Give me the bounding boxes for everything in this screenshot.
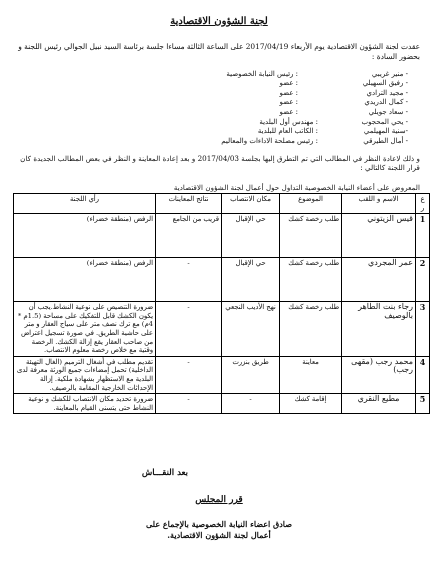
member-role: : رئيس النيابة الخصوصية bbox=[226, 70, 298, 78]
staff-role: : الكاتب العام للبلدية bbox=[257, 127, 318, 136]
staff-row bbox=[108, 137, 408, 146]
row-subject: إقامة كشك bbox=[280, 394, 342, 414]
header-results: نتائج المعاينات bbox=[156, 194, 222, 214]
staff-row bbox=[108, 118, 408, 127]
row-name: عمر المجردي bbox=[342, 258, 416, 302]
staff-name: - يحي المحجوب bbox=[361, 118, 408, 126]
row-place: - bbox=[222, 394, 280, 414]
row-results: - bbox=[156, 394, 222, 414]
header-name: الاسم و اللقب bbox=[342, 194, 416, 214]
table-row bbox=[14, 214, 430, 258]
member-role: : عضو bbox=[279, 88, 298, 97]
decision-line: أعمال لجنة الشؤون الاقتصادية. bbox=[167, 530, 271, 540]
staff-name: - أمال الطيرقي bbox=[363, 136, 408, 145]
document-title: لجنة الشؤون الاقتصادية bbox=[170, 16, 268, 27]
decision-line: صادق اعضاء النيابة الخصوصية بالإجماع على bbox=[146, 519, 292, 529]
member-row bbox=[158, 98, 408, 107]
row-subject: معاينة bbox=[280, 356, 342, 393]
table-row bbox=[14, 394, 430, 414]
member-role: : عضو bbox=[279, 79, 298, 88]
row-opinion: ضرورة التنصيص على نوعية النشاط.يجب أن يكون الكشك قابل للتفكيك على مساحة (1.5م * 4م) مع ترك نصف متر على سياج العقار و متر على حاشية الطريق. في صورة تسجيل اعتراض من صاحب العقار يقع إزالة الكشك. الرخصة وقتية مع خلاص رخصة معلوم الانتصاب. bbox=[14, 302, 156, 357]
row-name: رجاء بنت الطاهر بالوصيف bbox=[342, 302, 416, 357]
row-place: طريق بنزرت bbox=[222, 356, 280, 393]
header-number: ع ر bbox=[416, 194, 430, 214]
row-place: حي الإقبال bbox=[222, 258, 280, 302]
member-row bbox=[158, 70, 408, 79]
member-row bbox=[158, 108, 408, 117]
member-name: - سعاد جويلي bbox=[368, 107, 408, 116]
row-number: 2 bbox=[416, 258, 430, 302]
row-results: - bbox=[156, 356, 222, 393]
member-role: : عضو bbox=[279, 98, 298, 107]
row-place: نهج الأديب النجعي bbox=[222, 302, 280, 357]
member-row bbox=[158, 89, 408, 98]
staff-role: : رئيس مصلحة الاداءات والمعاليم bbox=[221, 136, 318, 145]
staff-list bbox=[108, 118, 408, 146]
row-name: مطيع النقري bbox=[342, 394, 416, 414]
member-name: - مجيد الترادي bbox=[366, 88, 408, 97]
table-row bbox=[14, 356, 430, 393]
staff-row bbox=[108, 127, 408, 136]
member-name: - منير غريبي bbox=[371, 70, 408, 78]
member-name: - كمال الدريدي bbox=[364, 98, 408, 107]
council-decision bbox=[0, 519, 438, 541]
staff-role: : مهندس أول البلدية bbox=[259, 118, 318, 126]
member-name: - رفيق السهيلي bbox=[362, 79, 408, 88]
member-role: : عضو bbox=[279, 107, 298, 116]
row-results: - bbox=[156, 302, 222, 357]
row-subject: طلب رخصة كشك bbox=[280, 302, 342, 357]
member-row bbox=[158, 79, 408, 88]
row-number: 4 bbox=[416, 356, 430, 393]
intro-paragraph: عقدت لجنة الشؤون الاقتصادية يوم الأربعاء 2017/04/19 على الساعة الثالثة مساءا جلسة برئاسة السيد نبيل الجوالي رئيس اللجنة و بحضور السادة : bbox=[18, 42, 420, 61]
row-number: 5 bbox=[416, 394, 430, 414]
row-opinion: ضرورة تحديد مكان الانتصاب للكشك و نوعية النشاط حتى يتسنى القيام بالمعاينة. bbox=[14, 394, 156, 414]
row-results: - bbox=[156, 258, 222, 302]
members-list bbox=[158, 70, 408, 117]
table-header-row bbox=[14, 194, 430, 214]
table-row bbox=[14, 302, 430, 357]
row-opinion: الرفض (منطقة خضراء) bbox=[14, 258, 156, 302]
row-name: محمد رجب (مقهى رجب) bbox=[342, 356, 416, 393]
note-paragraph: و ذلك لاعادة النظر في المطالب التي تم التطرق إليها بجلسة 2017/04/03 و بعد إعادة المعاينة و النظر في بعض المطالب الجديدة كان قرار اللجنة كالتالي : bbox=[20, 154, 420, 173]
row-subject: طلب رخصة كشك bbox=[280, 258, 342, 302]
header-place: مكان الانتصاب bbox=[222, 194, 280, 214]
requests-table bbox=[13, 193, 430, 414]
row-name: قيس الزيتوني bbox=[342, 214, 416, 258]
council-heading: قرر المجلس bbox=[195, 495, 243, 505]
row-results: قريب من الجامع bbox=[156, 214, 222, 258]
row-opinion: الرفض (منطقة خضراء) bbox=[14, 214, 156, 258]
table-intro: المعروض على أعضاء النيابة الخصوصية التداول حول أعمال لجنة الشؤون الاقتصادية bbox=[173, 183, 420, 192]
row-number: 3 bbox=[416, 302, 430, 357]
table-row bbox=[14, 258, 430, 302]
row-opinion: تقديم مطلب في أشغال الترميم (الغال التهيئة الداخلية) تحمل إمضاءات جميع الورثة معرفة لدى البلدية مع الاستظهار بشهادة ملكية. إزالة الإحداثات الخارجية المقامة بالرصيف. bbox=[14, 356, 156, 393]
header-subject: الموضوع bbox=[280, 194, 342, 214]
row-place: حي الإقبال bbox=[222, 214, 280, 258]
staff-name: -سنية المهيلمي bbox=[363, 127, 408, 136]
row-subject: طلب رخصة كشك bbox=[280, 214, 342, 258]
header-opinion: رأي اللجنة bbox=[14, 194, 156, 214]
row-number: 1 bbox=[416, 214, 430, 258]
discussion-heading: بعد النقـــاش bbox=[141, 468, 188, 478]
